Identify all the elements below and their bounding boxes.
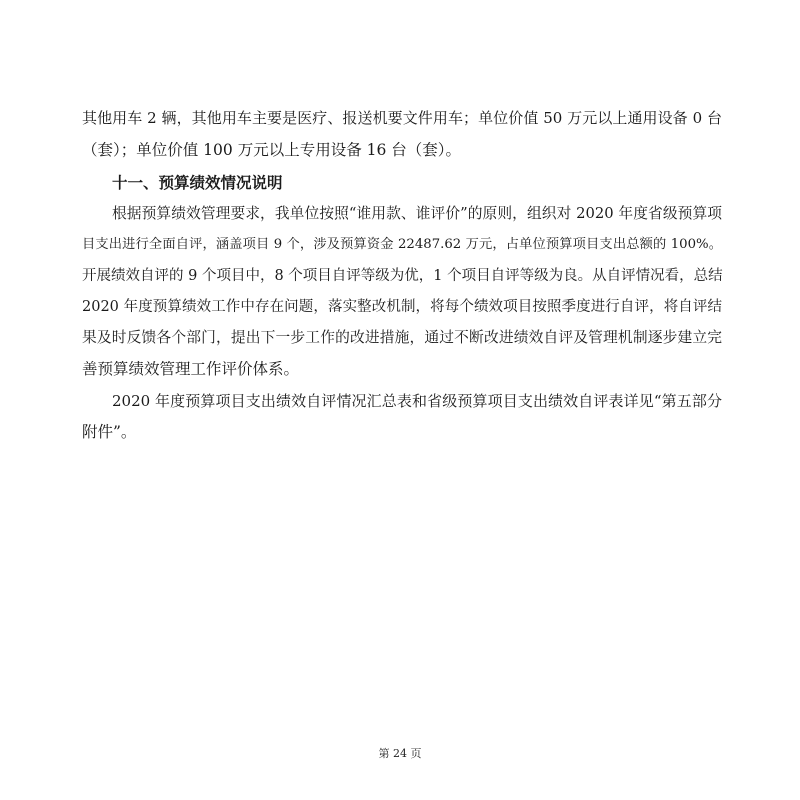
paragraph-line: 果及时反馈各个部门，提出下一步工作的改进措施，通过不断改进绩效自评及管理机制逐步建立完 [82,329,722,346]
paragraph-line: 根据预算绩效管理要求，我单位按照“谁用款、谁评价”的原则，组织对 2020 年度省级预算项 [112,205,722,222]
paragraph-line: （套）；单位价值 100 万元以上专用设备 16 台（套）。 [82,141,462,159]
paragraph-line: 其他用车 2 辆，其他用车主要是医疗、报送机要文件用车；单位价值 50 万元以上通用设备 0 台 [82,109,722,127]
paragraph-line: 善预算绩效管理工作评价体系。 [82,360,300,378]
paragraph-line: 附件”。 [82,423,137,441]
section-heading: 十一、预算绩效情况说明 [112,174,283,192]
paragraph-line: 目支出进行全面自评，涵盖项目 9 个，涉及预算资金 22487.62 万元，占单位预算项目支出总额的 100%。 [82,237,722,252]
page-number: 第 24 页 [378,747,422,760]
paragraph-line: 2020 年度预算项目支出绩效自评情况汇总表和省级预算项目支出绩效自评表详见“第五部分 [112,392,722,410]
paragraph-line: 开展绩效自评的 9 个项目中，8 个项目自评等级为优，1 个项目自评等级为良。从自评情况看，总结 [82,268,723,284]
paragraph-line: 2020 年度预算绩效工作中存在问题，落实整改机制，将每个绩效项目按照季度进行自评，将自评结 [82,299,722,315]
